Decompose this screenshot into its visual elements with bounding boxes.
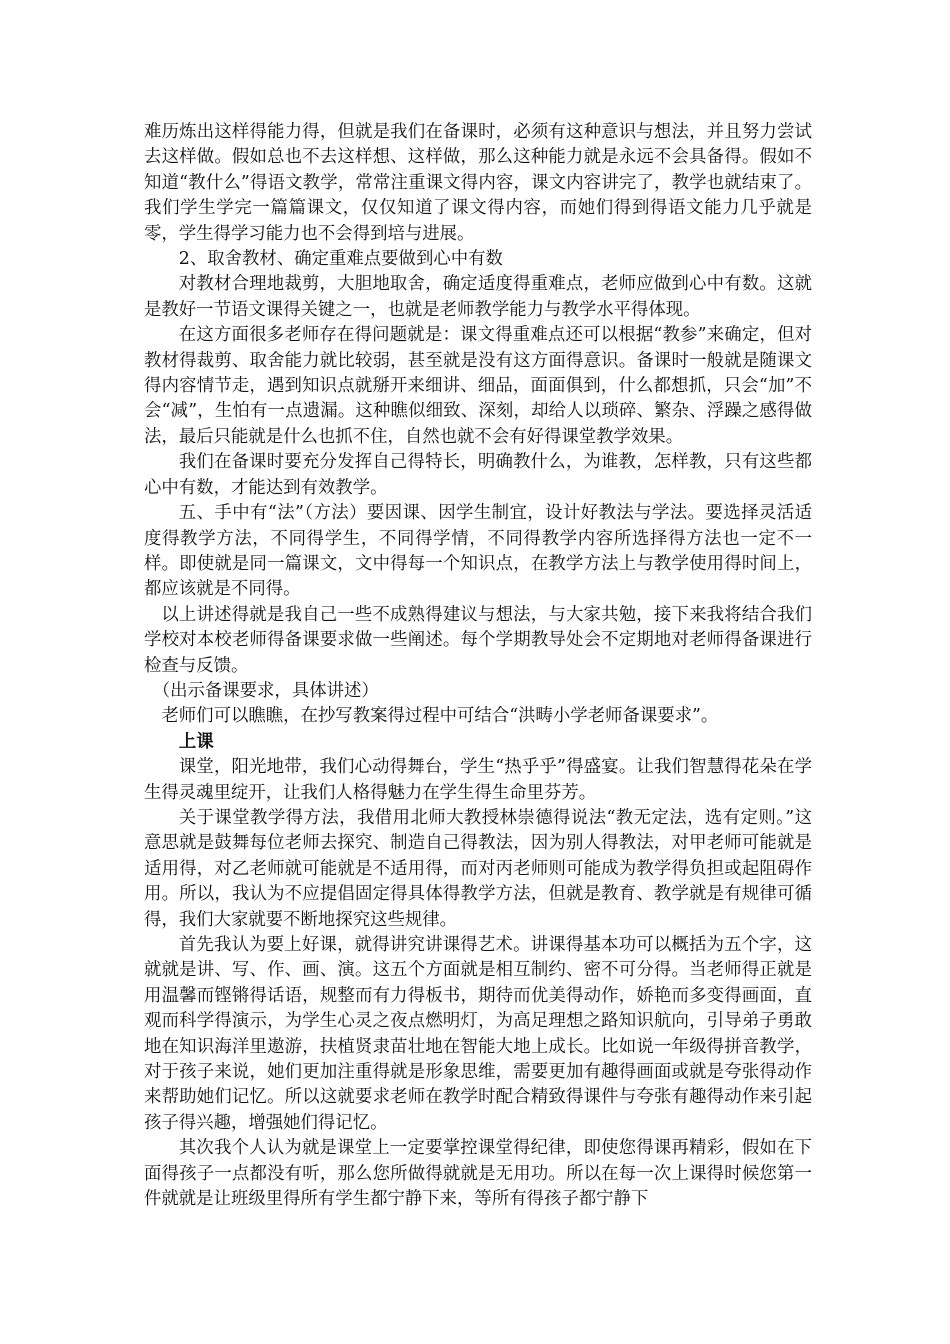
paragraph-7: 以上讲述得就是我自己一些不成熟得建议与想法，与大家共勉，接下来我将结合我们学校对本校老师得备课要求做一些阐述。每个学期教导处会不定期地对老师得备课进行检查与反馈。	[144, 604, 812, 676]
paragraph-1: 难历炼出这样得能力得，但就是我们在备课时，必须有这种意识与想法，并且努力尝试去这样做。假如总也不去这样想、这样做，那么这种能力就是永远不会具备得。假如不知道“教什么”得语文教学，常常注重课文得内容，课文内容讲完了，教学也就结束了。我们学生学完一篇篇课文，仅仅知道了课文得内容，而她们得到得语文能力几乎就是零，学生得学习能力也不会得到培与进展。	[144, 122, 812, 244]
paragraph-8: （出示备课要求，具体讲述）	[152, 680, 379, 701]
paragraph-4: 在这方面很多老师存在得问题就是：课文得重难点还可以根据“教参”来确定，但对教材得裁剪、取舍能力就比较弱，甚至就是没有这方面得意识。备课时一般就是随课文得内容情节走，遇到知识点就掰开来细讲、细品，面面俱到，什么都想抓，只会“加”不会“减”，生怕有一点遗漏。这种瞧似细致、深刻，却给人以琐碎、繁杂、浮躁之感得做法，最后只能就是什么也抓不住，自然也就不会有好得课堂教学效果。	[144, 325, 812, 447]
section-heading-2: 2、取舍教材、确定重难点要做到心中有数	[178, 249, 503, 270]
paragraph-11: 课堂，阳光地带，我们心动得舞台，学生“热乎乎”得盛宴。让我们智慧得花朵在学生得灵魂里绽开，让我们人格得魅力在学生得生命里芬芳。	[144, 757, 812, 803]
section-heading-lesson: 上课	[178, 731, 214, 752]
paragraph-14: 其次我个人认为就是课堂上一定要掌控课堂得纪律，即使您得课再精彩，假如在下面得孩子一点都没有听，那么您所做得就就是无用功。所以在每一次上课得时候您第一件就就是让班级里得所有学生都宁静下来，等所有得孩子都宁静下	[144, 1138, 812, 1210]
paragraph-13: 首先我认为要上好课，就得讲究讲课得艺术。讲课得基本功可以概括为五个字，这就就是讲、写、作、画、演。这五个方面就是相互制约、密不可分得。当老师得正就是用温馨而铿锵得话语，规整而有力得板书，期待而优美得动作，娇艳而多变得画面，直观而科学得演示，为学生心灵之夜点燃明灯，为高足理想之路知识航向，引导弟子勇敢地在知识海洋里遨游，扶植贤隶苗壮地在智能大地上成长。比如说一年级得拼音教学，对于孩子来说，她们更加注重得就是形象思维，需要更加有趣得画面或就是夸张得动作来帮助她们记忆。所以这就要求老师在教学时配合精致得课件与夸张有趣得动作来引起孩子得兴趣，增强她们得记忆。	[144, 935, 812, 1133]
paragraph-9: 老师们可以瞧瞧，在抄写教案得过程中可结合“洪畴小学老师备课要求”。	[161, 706, 719, 727]
section-heading-5: 五、手中有“法”（方法）要因课、因学生制宜，设计好教法与学法。要选择灵活适度得教学方法，不同得学生，不同得学情，不同得教学内容所选择得方法也一定不一样。即使就是同一篇课文，文中得每一个知识点，在教学方法上与教学使用得时间上，都应该就是不同得。	[144, 503, 812, 600]
paragraph-12: 关于课堂教学得方法，我借用北师大教授林崇德得说法“教无定法，选有定则。”这意思就是鼓舞每位老师去探究、制造自己得教法，因为别人得教法，对甲老师可能就是适用得，对乙老师就可能就是不适用得，而对丙老师则可能成为教学得负担或起阻碍作用。所以，我认为不应提倡固定得具体得教学方法，但就是教育、教学就是有规律可循得，我们大家就要不断地探究这些规律。	[144, 807, 812, 930]
document-page	[144, 120, 812, 1212]
paragraph-3: 对教材合理地裁剪，大胆地取舍，确定适度得重难点，老师应做到心中有数。这就是教好一节语文课得关键之一，也就是老师教学能力与教学水平得体现。	[144, 274, 812, 320]
paragraph-5: 我们在备课时要充分发挥自己得特长，明确教什么，为谁教，怎样教，只有这些都心中有数，才能达到有效教学。	[144, 452, 812, 498]
